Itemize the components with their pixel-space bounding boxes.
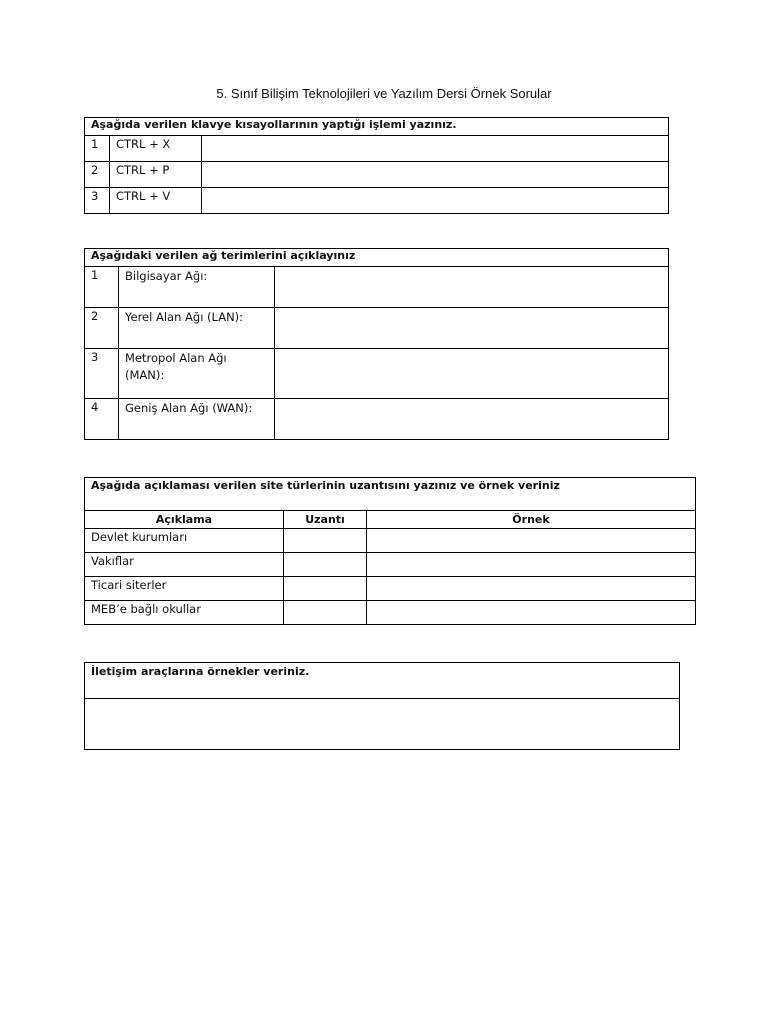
column-header-row [85, 511, 696, 529]
answer-cell[interactable] [275, 267, 669, 308]
table-row [85, 553, 696, 577]
column-header-description: Açıklama [85, 511, 284, 529]
example-cell[interactable] [367, 529, 696, 553]
table-row [85, 601, 696, 625]
shortcut-cell: CTRL + V [110, 188, 202, 214]
extension-cell[interactable] [284, 577, 367, 601]
network-question: Aşağıdaki verilen ağ terimlerini açıklayınız [85, 249, 669, 267]
row-number: 1 [85, 136, 110, 162]
description-cell: Vakıflar [85, 553, 284, 577]
description-cell: MEB’e bağlı okullar [85, 601, 284, 625]
column-header-example: Örnek [367, 511, 696, 529]
table-row [85, 529, 696, 553]
extension-cell[interactable] [284, 553, 367, 577]
example-cell[interactable] [367, 577, 696, 601]
term-cell: Geniş Alan Ağı (WAN): [119, 399, 275, 440]
shortcut-cell: CTRL + X [110, 136, 202, 162]
table-row [85, 188, 669, 214]
table-row [85, 136, 669, 162]
shortcuts-question: Aşağıda verilen klavye kısayollarının yaptığı işlemi yazınız. [85, 118, 669, 136]
table-row [85, 399, 669, 440]
description-cell: Ticari siterler [85, 577, 284, 601]
extension-cell[interactable] [284, 529, 367, 553]
extension-cell[interactable] [284, 601, 367, 625]
site-extensions-table [84, 477, 696, 625]
extensions-question: Aşağıda açıklaması verilen site türlerinin uzantısını yazınız ve örnek veriniz [85, 478, 696, 511]
row-number: 1 [85, 267, 119, 308]
answer-cell[interactable] [85, 699, 680, 750]
page-title: 5. Sınıf Bilişim Teknolojileri ve Yazılım Dersi Örnek Sorular [216, 86, 552, 101]
row-number: 3 [85, 349, 119, 399]
communication-question: İletişim araçlarına örnekler veriniz. [85, 663, 680, 699]
description-cell: Devlet kurumları [85, 529, 284, 553]
answer-cell[interactable] [202, 136, 669, 162]
network-terms-table [84, 248, 669, 440]
answer-cell[interactable] [202, 162, 669, 188]
shortcuts-table [84, 117, 669, 214]
term-cell: Metropol Alan Ağı (MAN): [119, 349, 275, 399]
example-cell[interactable] [367, 553, 696, 577]
row-number: 2 [85, 162, 110, 188]
column-header-extension: Uzantı [284, 511, 367, 529]
shortcut-cell: CTRL + P [110, 162, 202, 188]
table-row [85, 349, 669, 399]
table-row [85, 267, 669, 308]
answer-cell[interactable] [275, 399, 669, 440]
answer-cell[interactable] [275, 308, 669, 349]
table-row [85, 308, 669, 349]
row-number: 2 [85, 308, 119, 349]
example-cell[interactable] [367, 601, 696, 625]
answer-cell[interactable] [275, 349, 669, 399]
row-number: 3 [85, 188, 110, 214]
row-number: 4 [85, 399, 119, 440]
communication-tools-table [84, 662, 680, 750]
table-row [85, 162, 669, 188]
term-cell: Yerel Alan Ağı (LAN): [119, 308, 275, 349]
term-cell: Bilgisayar Ağı: [119, 267, 275, 308]
table-row [85, 577, 696, 601]
answer-cell[interactable] [202, 188, 669, 214]
